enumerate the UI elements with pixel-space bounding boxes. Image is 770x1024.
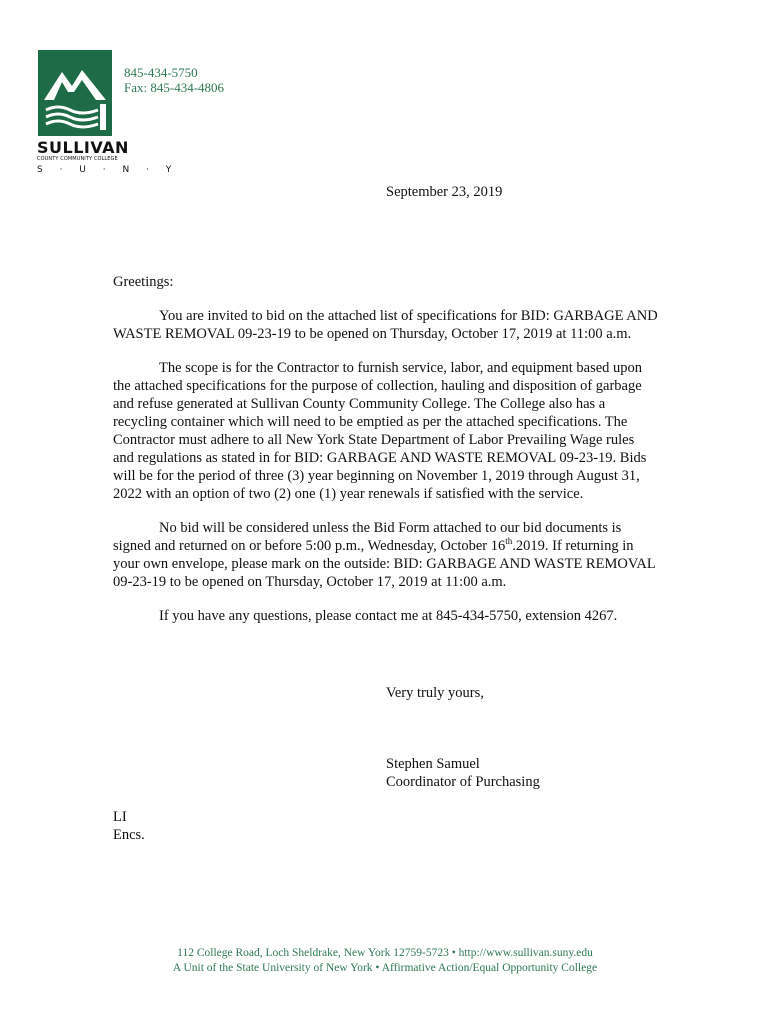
footer-affiliation: A Unit of the State University of New York • Affirmative Action/Equal Opportunity College xyxy=(172,962,598,974)
footer-address: 112 College Road, Loch Sheldrake, New York 12759-5723 • http://www.sullivan.suny.edu xyxy=(177,947,593,959)
paragraph-invitation: You are invited to bid on the attached list of specifications for BID: GARBAGE AND WASTE REMOVAL 09-23-19 to be opened on Thursday, October 17, 2019 at 11:00 a.m. xyxy=(113,308,658,342)
letterhead-footer xyxy=(0,946,770,976)
enclosures: Encs. xyxy=(113,827,145,843)
college-logo xyxy=(38,50,112,136)
letter-date: September 23, 2019 xyxy=(386,184,503,200)
deadline-text-end: .2019. If returning in your own envelope, please mark on the outside: BID: GARBAGE AND WASTE REMOVAL 09-23-19 to be opened on Thursday, October 17, 2019 at 11:00 a.m. xyxy=(113,538,656,590)
ordinal-suffix: th xyxy=(505,536,513,547)
phone-number: 845-434-5750 xyxy=(124,65,198,80)
valediction: Very truly yours, xyxy=(386,685,484,701)
deadline-text-start: No bid will be considered unless the Bid Form attached to our bid documents is signed and returned on or before 5:00 p.m., Wednesday, October 16 xyxy=(113,520,622,554)
typist-initials: LI xyxy=(113,809,127,825)
paragraph-questions: If you have any questions, please contact me at 845-434-5750, extension 4267. xyxy=(159,608,618,624)
logo-wordmark: SULLIVAN xyxy=(37,138,129,157)
paragraph-bid-deadline xyxy=(113,519,658,591)
fax-number: Fax: 845-434-4806 xyxy=(124,80,225,95)
signer-name: Stephen Samuel xyxy=(386,756,480,772)
header-contact xyxy=(124,65,224,95)
letter-body xyxy=(113,273,658,641)
greeting: Greetings: xyxy=(113,274,174,290)
logo-suny: S · U · N · Y xyxy=(37,165,179,175)
signer-title: Coordinator of Purchasing xyxy=(386,774,540,790)
mountain-river-logo-icon xyxy=(38,50,112,136)
signature-block xyxy=(386,755,540,791)
paragraph-scope: The scope is for the Contractor to furnish service, labor, and equipment based upon the attached specifications for the purpose of collection, hauling and disposition of garbage and refuse generated at Sullivan County Community College. The College also has a recycling container which will need to be emptied as per the attached specifications. The Contractor must adhere to all New York State Department of Labor Prevailing Wage rules and regulations as stated in for BID: GARBAGE AND WASTE REMOVAL 09-23-19. Bids will be for the period of three (3) year beginning on November 1, 2019 through August 31, 2022 with an option of two (2) one (1) year renewals if satisfied with the service. xyxy=(113,360,647,502)
logo-subtitle: COUNTY COMMUNITY COLLEGE xyxy=(37,156,118,162)
reference-block xyxy=(113,808,145,844)
